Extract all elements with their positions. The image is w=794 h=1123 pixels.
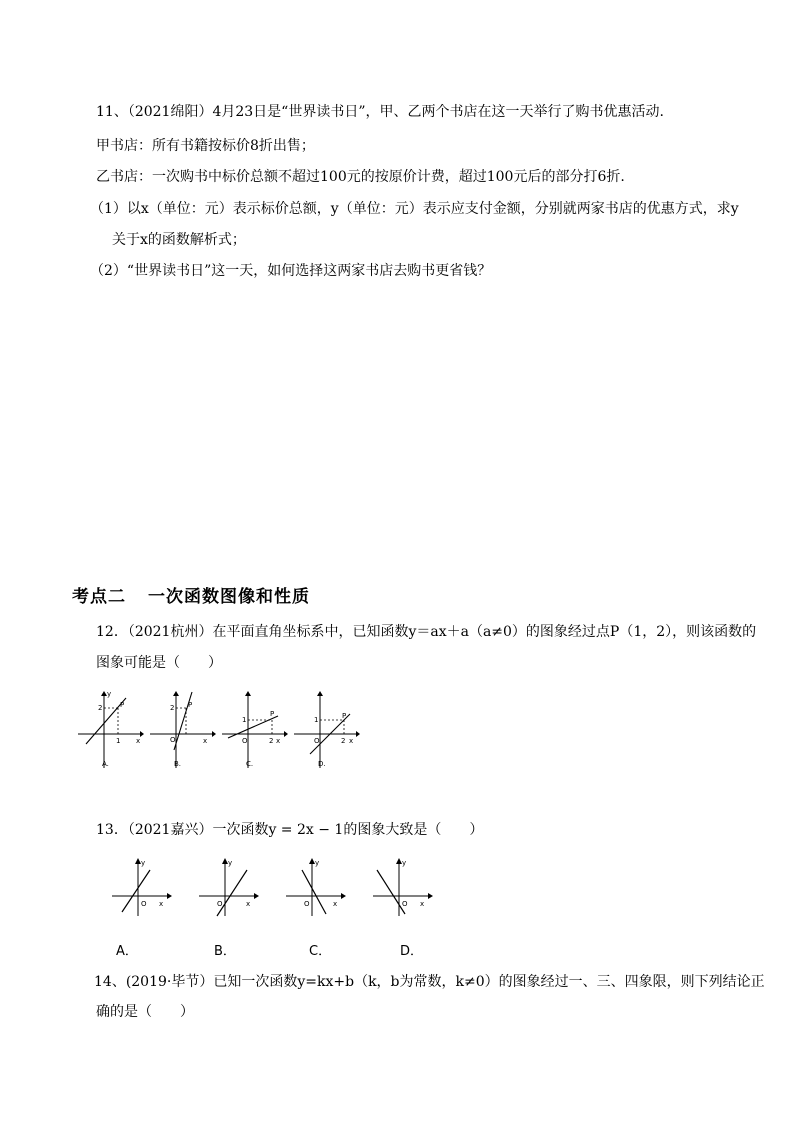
- q13c-axis-y: y: [315, 859, 320, 867]
- q12b-point-p: P: [188, 701, 193, 709]
- q13a-axis-y: y: [141, 859, 146, 867]
- q12b-label: B.: [174, 760, 182, 768]
- section-number: 考点二: [72, 587, 126, 607]
- q14-line-2: 确的是（ ）: [96, 1004, 194, 1020]
- q13-option-c-label: C．: [309, 944, 332, 959]
- q12c-origin: O: [242, 737, 248, 745]
- q13a-axis-x: x: [159, 900, 164, 908]
- q12d-point-p: P: [342, 712, 347, 720]
- q12d-origin: O: [314, 737, 320, 745]
- q13a-origin: O: [141, 900, 147, 908]
- q13b-origin: O: [217, 900, 223, 908]
- q12-option-c-graph[interactable]: [220, 688, 288, 770]
- q12c-axis-x: x: [276, 737, 281, 745]
- q12a-tick-y2: 2: [98, 704, 103, 712]
- q12-option-d-graph[interactable]: [292, 688, 360, 770]
- q12d-tick-x2: 2: [341, 737, 346, 745]
- q12c-tick-x2: 2: [269, 737, 274, 745]
- q13d-axis-x: x: [420, 900, 425, 908]
- q11-line-3: 乙书店：一次购书中标价总额不超过100元的按原价计费，超过100元后的部分打6折.: [96, 169, 625, 185]
- q13-option-b-label: B．: [214, 944, 236, 959]
- q13-option-d-label: D．: [400, 944, 424, 959]
- q12a-axis-y: y: [107, 690, 112, 698]
- q11-part1-line-1: （1）以x（单位：元）表示标价总额，y（单位：元）表示应支付金额，分别就两家书店的优惠方式，求y: [90, 201, 739, 217]
- q13-option-a-label: A．: [116, 944, 138, 959]
- q11-part1-line-2: 关于x的函数解析式；: [112, 232, 246, 248]
- section-title: 一次函数图像和性质: [148, 587, 310, 607]
- q11-part2: （2）“世界读书日”这一天，如何选择这两家书店去购书更省钱？: [90, 263, 492, 279]
- q12a-axis-x: x: [136, 737, 141, 745]
- q12b-axis-x: x: [203, 737, 208, 745]
- q11-line-2: 甲书店：所有书籍按标价8折出售；: [96, 138, 315, 154]
- q12d-label: D.: [318, 760, 326, 768]
- q13-option-b-graph[interactable]: [197, 856, 261, 918]
- q12c-point-p: P: [270, 710, 275, 718]
- q12-option-b-graph[interactable]: [148, 688, 216, 770]
- q12b-tick-y2: 2: [170, 704, 175, 712]
- q12a-point-p: P: [120, 701, 125, 709]
- q13b-axis-y: y: [228, 859, 233, 867]
- q13-line-1: 13．（2021嘉兴）一次函数y = 2x − 1的图象大致是（ ）: [96, 822, 484, 838]
- q13-option-c-graph[interactable]: [284, 856, 348, 918]
- q13c-origin: O: [304, 900, 310, 908]
- q12b-origin: O: [170, 736, 176, 744]
- q12d-tick-y1: 1: [314, 716, 319, 724]
- q12-option-a-graph[interactable]: [76, 688, 144, 770]
- q13-option-d-graph[interactable]: [371, 856, 435, 918]
- q12d-axis-x: x: [349, 737, 354, 745]
- q12a-label: A.: [102, 760, 109, 768]
- q13d-origin: O: [402, 900, 408, 908]
- q13b-axis-x: x: [246, 900, 251, 908]
- q13c-axis-x: x: [333, 900, 338, 908]
- q13-option-a-graph[interactable]: [110, 856, 174, 918]
- q13d-axis-y: y: [402, 859, 407, 867]
- q12-line-2: 图象可能是（ ）: [96, 655, 222, 671]
- q11-line-1: 11、（2021绵阳）4月23日是“世界读书日”，甲、乙两个书店在这一天举行了购书优惠活动.: [96, 104, 664, 120]
- q12a-tick-x1: 1: [116, 737, 121, 745]
- q12c-label: C.: [246, 760, 254, 768]
- q12-line-1: 12．（2021杭州）在平面直角坐标系中，已知函数y＝ax＋a（a≠0）的图象经过点P（1，2），则该函数的: [96, 624, 757, 640]
- q12c-tick-y1: 1: [242, 716, 247, 724]
- q14-line-1: 14、(2019·毕节）已知一次函数y=kx+b（k，b为常数，k≠0）的图象经过一、三、四象限，则下列结论正: [94, 974, 765, 990]
- section-heading: [72, 582, 310, 607]
